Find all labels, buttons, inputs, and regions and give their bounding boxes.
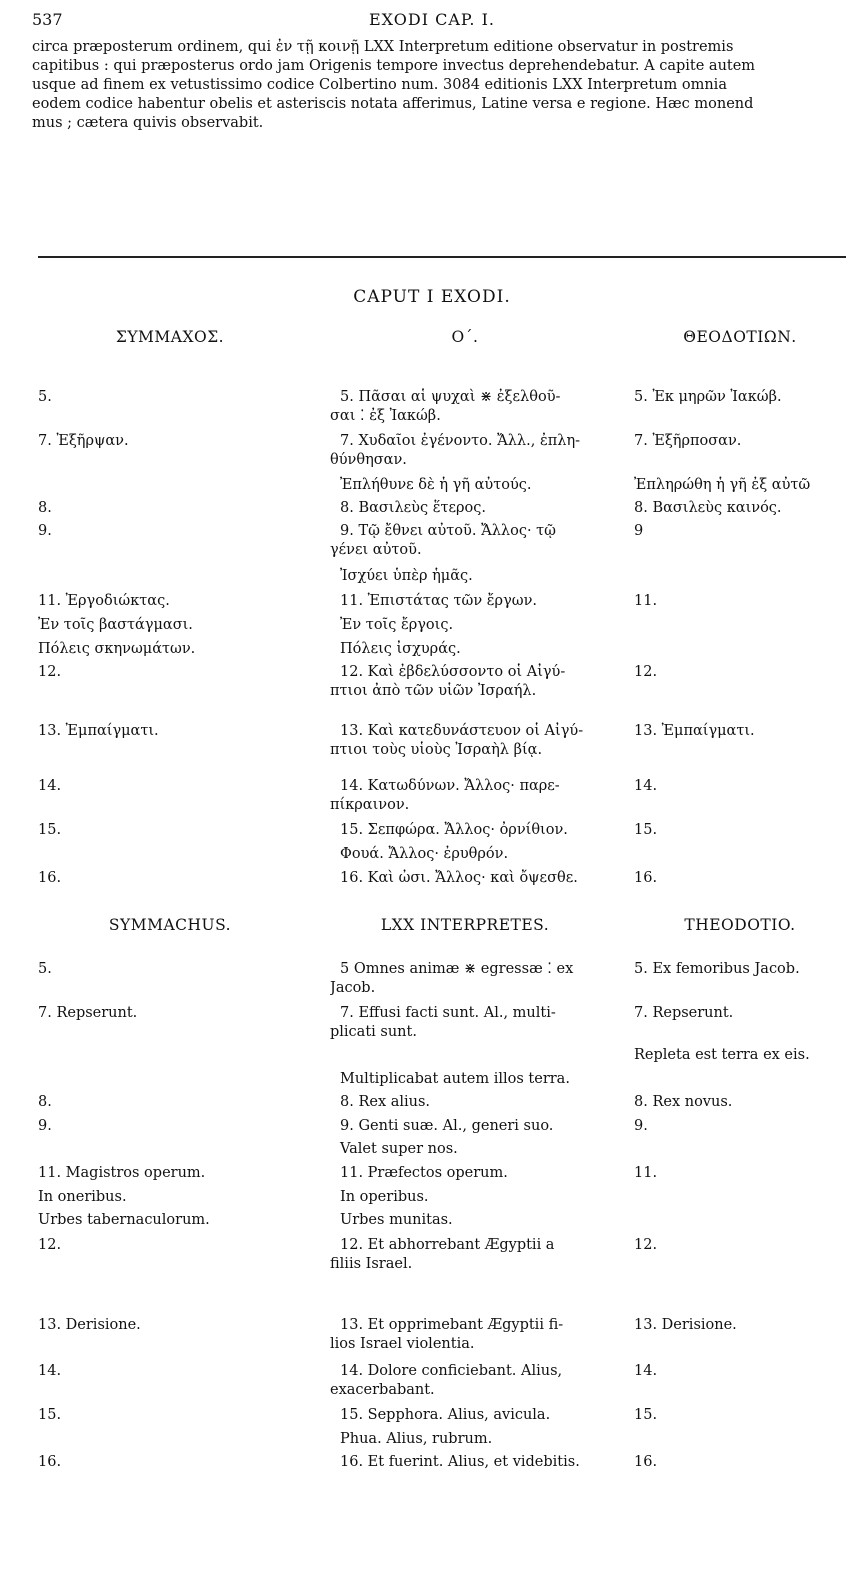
septuagint-line: Valet super nos. [340, 1141, 458, 1157]
theodotion-entry: 11. [634, 1165, 658, 1181]
septuagint-line: Urbes munitas. [340, 1212, 453, 1228]
septuagint-line: Multiplicabat autem illos terra. [340, 1071, 570, 1087]
septuagint-entry [330, 1362, 595, 1400]
symmachus-entry: 8. [38, 500, 52, 516]
septuagint-entry [330, 777, 595, 815]
septuagint-entry [330, 1093, 595, 1112]
symmachus-entry: 13. Derisione. [38, 1317, 141, 1333]
theodotion-entry: 12. [634, 1237, 658, 1253]
septuagint-line: exacerbabant. [330, 1382, 435, 1398]
theodotion-entry: 8. Βασιλεὺς καινός. [634, 500, 782, 516]
septuagint-line: 12. Et abhorrebant Ægyptii a [340, 1237, 555, 1253]
caput-title: CAPUT I EXODI. [353, 287, 511, 307]
septuagint-line: Jacob. [330, 980, 376, 996]
theodotion-entry: 16. [634, 1454, 658, 1470]
septuagint-line: 12. Καὶ ἐβδελύσσοντο οἱ Αἰγύ- [340, 664, 566, 680]
septuagint-line: πτιοι ἀπὸ τῶν υἱῶν Ἰσραήλ. [330, 683, 537, 699]
septuagint-line: 8. Rex alius. [340, 1094, 431, 1110]
septuagint-line: 8. Βασιλεὺς ἕτερος. [340, 500, 487, 516]
septuagint-line: 11. Præfectos operum. [340, 1165, 508, 1181]
septuagint-line: In operibus. [340, 1189, 429, 1205]
symmachus-entry: Urbes tabernaculorum. [38, 1212, 210, 1228]
septuagint-line: filiis Israel. [330, 1256, 413, 1272]
preface-line: capitibus : qui præposterus ordo jam Origenis tempore invectus deprehendebatur. A capite autem [32, 58, 756, 74]
septuagint-entry [330, 640, 595, 659]
septuagint-line: 7. Χυδαῖοι ἐγένοντο. Ἄλλ., ἐπλη- [340, 433, 581, 449]
septuagint-entry [330, 1211, 595, 1230]
column-header: Ο΄. [451, 328, 479, 346]
septuagint-entry [330, 1316, 595, 1354]
symmachus-entry: 16. [38, 870, 62, 886]
symmachus-entry: 9. [38, 523, 52, 539]
septuagint-line: 7. Effusi facti sunt. Al., multi- [340, 1005, 556, 1021]
septuagint-entry [330, 1406, 595, 1425]
horizontal-rule [38, 256, 846, 258]
septuagint-entry [330, 567, 595, 586]
septuagint-line: 13. Καὶ κατεδυνάστευον οἱ Αἰγύ- [340, 723, 584, 739]
theodotion-entry: 11. [634, 593, 658, 609]
theodotion-entry: 13. Derisione. [634, 1317, 737, 1333]
septuagint-line: 9. Genti suæ. Al., generi suo. [340, 1118, 554, 1134]
septuagint-entry [330, 1004, 595, 1042]
theodotion-entry: 7. Ἐξῆρποσαν. [634, 433, 742, 449]
preface-paragraph [32, 38, 838, 133]
septuagint-line: 15. Σεπφώρα. Ἄλλος· ὀρνίθιον. [340, 822, 568, 838]
septuagint-entry [330, 1188, 595, 1207]
theodotion-entry: 9. [634, 1118, 648, 1134]
theodotion-entry: 5. Ex femoribus Jacob. [634, 961, 800, 977]
theodotion-entry: 8. Rex novus. [634, 1094, 733, 1110]
septuagint-entry [330, 388, 595, 426]
preface-line: circa præposterum ordinem, qui ἐν τῇ κοινῇ LXX Interpretum editione observatur in postremis [32, 39, 734, 55]
symmachus-entry: 12. [38, 664, 62, 680]
septuagint-entry [330, 1117, 595, 1136]
theodotion-entry: 15. [634, 1407, 658, 1423]
septuagint-line: 14. Dolore conficiebant. Alius, [340, 1363, 563, 1379]
symmachus-entry: 11. Ἐργοδιώκτας. [38, 593, 170, 609]
septuagint-entry [330, 821, 595, 840]
septuagint-line: 14. Κατωδύνων. Ἄλλος· παρε- [340, 778, 560, 794]
septuagint-line: Phua. Alius, rubrum. [340, 1431, 493, 1447]
symmachus-entry: 8. [38, 1094, 52, 1110]
septuagint-line: 16. Et fuerint. Alius, et videbitis. [340, 1454, 580, 1470]
symmachus-entry: 9. [38, 1118, 52, 1134]
symmachus-entry: 13. Ἐμπαίγματι. [38, 723, 159, 739]
septuagint-line: Ἐν τοῖς ἔργοις. [340, 617, 454, 633]
septuagint-line: θύνθησαν. [330, 452, 407, 468]
septuagint-entry [330, 722, 595, 760]
septuagint-entry [330, 869, 595, 888]
septuagint-line: 15. Sepphora. Alius, avicula. [340, 1407, 551, 1423]
septuagint-line: πίκραινον. [330, 797, 410, 813]
septuagint-entry [330, 1453, 595, 1472]
septuagint-line: plicati sunt. [330, 1024, 417, 1040]
theodotion-entry: 14. [634, 1363, 658, 1379]
septuagint-entry [330, 1164, 595, 1183]
symmachus-entry: 15. [38, 1407, 62, 1423]
septuagint-line: σαι ⁚ ἐξ Ἰακώβ. [330, 408, 441, 424]
septuagint-entry [330, 663, 595, 701]
symmachus-entry: 16. [38, 1454, 62, 1470]
septuagint-entry [330, 592, 595, 611]
symmachus-entry: 7. Ἐξῆρψαν. [38, 433, 129, 449]
septuagint-entry [330, 1140, 595, 1159]
theodotion-entry: 12. [634, 664, 658, 680]
column-header: ΣΥΜΜΑΧΟΣ. [115, 328, 225, 346]
column-header: LXX INTERPRETES. [380, 916, 550, 934]
theodotion-entry: Repleta est terra ex eis. [634, 1047, 810, 1063]
septuagint-line: 5 Omnes animæ ⋇ egressæ ⁚ ex [340, 961, 574, 977]
septuagint-entry [330, 1236, 595, 1274]
theodotion-entry: 9 [634, 523, 644, 539]
symmachus-entry: 11. Magistros operum. [38, 1165, 206, 1181]
theodotion-entry: 14. [634, 778, 658, 794]
septuagint-entry [330, 499, 595, 518]
symmachus-entry: Πόλεις σκηνωμάτων. [38, 641, 196, 657]
septuagint-line: 13. Et opprimebant Ægyptii fi- [340, 1317, 564, 1333]
theodotion-entry: 15. [634, 822, 658, 838]
theodotion-entry: Ἐπληρώθη ἡ γῆ ἐξ αὐτῶ [634, 477, 811, 493]
column-header: THEODOTIO. [684, 916, 796, 934]
septuagint-entry [330, 1430, 595, 1449]
septuagint-line: Ἰσχύει ὑπὲρ ἡμᾶς. [340, 568, 473, 584]
septuagint-entry [330, 616, 595, 635]
septuagint-entry [330, 522, 595, 560]
symmachus-entry: 14. [38, 778, 62, 794]
symmachus-entry: 15. [38, 822, 62, 838]
septuagint-line: lios Israel violentia. [330, 1336, 475, 1352]
symmachus-entry: 7. Repserunt. [38, 1005, 138, 1021]
running-title: EXODI CAP. I. [368, 10, 496, 29]
theodotion-entry: 7. Repserunt. [634, 1005, 734, 1021]
theodotion-entry: 16. [634, 870, 658, 886]
preface-line: usque ad finem ex vetustissimo codice Colbertino num. 3084 editionis LXX Interpretum omnia [32, 77, 727, 93]
theodotion-entry: 13. Ἐμπαίγματι. [634, 723, 755, 739]
page-number: 537 [32, 10, 63, 29]
symmachus-entry: Ἐν τοῖς βαστάγμασι. [38, 617, 193, 633]
symmachus-entry: 5. [38, 961, 52, 977]
septuagint-line: Ἐπλήθυνε δὲ ἡ γῆ αὐτούς. [340, 477, 532, 493]
column-header: ΘΕΟΔΟΤΙΩΝ. [683, 328, 797, 346]
symmachus-entry: In oneribus. [38, 1189, 127, 1205]
septuagint-entry [330, 845, 595, 864]
septuagint-entry [330, 476, 595, 495]
theodotion-entry: 5. Ἐκ μηρῶν Ἰακώβ. [634, 389, 782, 405]
septuagint-entry [330, 960, 595, 998]
septuagint-line: 16. Καὶ ὦσι. Ἄλλος· καὶ ὄψεσθε. [340, 870, 578, 886]
preface-line: mus ; cætera quivis observabit. [32, 115, 264, 131]
preface-line: eodem codice habentur obelis et asteriscis notata afferimus, Latine versa e regione. Hæc monend [32, 96, 754, 112]
septuagint-line: Πόλεις ἰσχυράς. [340, 641, 461, 657]
septuagint-entry [330, 432, 595, 470]
septuagint-line: 9. Τῷ ἔθνει αὐτοῦ. Ἄλλος· τῷ [340, 523, 557, 539]
symmachus-entry: 5. [38, 389, 52, 405]
septuagint-line: Φουά. Ἄλλος· ἐρυθρόν. [340, 846, 509, 862]
symmachus-entry: 12. [38, 1237, 62, 1253]
septuagint-line: πτιοι τοὺς υἱοὺς Ἰσραὴλ βίᾳ. [330, 742, 543, 758]
septuagint-line: 5. Πᾶσαι αἱ ψυχαὶ ⋇ ἐξελθοῦ- [340, 389, 561, 405]
symmachus-entry: 14. [38, 1363, 62, 1379]
septuagint-line: γένει αὐτοῦ. [330, 542, 422, 558]
septuagint-entry [330, 1070, 595, 1089]
septuagint-line: 11. Ἐπιστάτας τῶν ἔργων. [340, 593, 537, 609]
column-header: SYMMACHUS. [108, 916, 232, 934]
